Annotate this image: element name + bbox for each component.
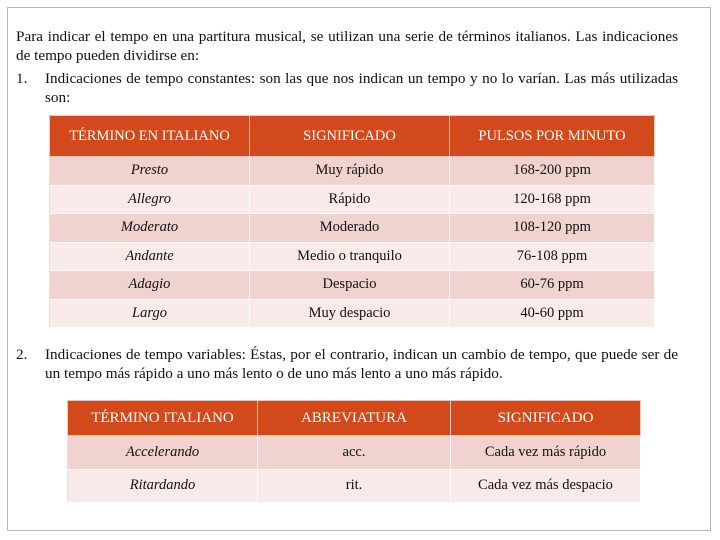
table-row [50, 157, 655, 186]
variable-tempo-table [67, 400, 641, 503]
table-row [50, 214, 655, 243]
term-cell: Andante [50, 242, 250, 271]
list-text: Indicaciones de tempo variables: Éstas, por el contrario, indican un cambio de tempo, que puede ser de un tempo más rápido a uno más lento o de uno más lento a uno más rápido. [45, 346, 678, 382]
meaning-cell: Muy rápido [250, 157, 450, 186]
table-row [68, 469, 641, 503]
header-meaning: SIGNIFICADO [451, 401, 641, 436]
term-cell: Ritardando [68, 469, 258, 503]
bpm-cell: 108-120 ppm [450, 214, 655, 243]
constant-tempo-table [49, 115, 655, 328]
list-number: 2. [16, 346, 28, 363]
table-row [50, 271, 655, 300]
bpm-cell: 40-60 ppm [450, 299, 655, 328]
header-abbreviation: ABREVIATURA [258, 401, 451, 436]
list-text: Indicaciones de tempo constantes: son las que nos indican un tempo y no lo varían. Las más utilizadas son: [45, 70, 678, 106]
bpm-cell: 120-168 ppm [450, 185, 655, 214]
meaning-cell: Cada vez más rápido [451, 436, 641, 470]
term-cell: Adagio [50, 271, 250, 300]
header-meaning: SIGNIFICADO [250, 116, 450, 157]
header-italian-term: TÉRMINO EN ITALIANO [50, 116, 250, 157]
header-bpm: PULSOS POR MINUTO [450, 116, 655, 157]
bpm-cell: 168-200 ppm [450, 157, 655, 186]
meaning-cell: Moderado [250, 214, 450, 243]
meaning-cell: Cada vez más despacio [451, 469, 641, 503]
term-cell: Largo [50, 299, 250, 328]
meaning-cell: Muy despacio [250, 299, 450, 328]
term-cell: Presto [50, 157, 250, 186]
list-number: 1. [16, 70, 28, 87]
table-header-row [68, 401, 641, 436]
table-header-row [50, 116, 655, 157]
meaning-cell: Rápido [250, 185, 450, 214]
table-row [50, 299, 655, 328]
term-cell: Allegro [50, 185, 250, 214]
term-cell: Accelerando [68, 436, 258, 470]
list-item-variable [16, 345, 678, 405]
table-row [50, 242, 655, 271]
bpm-cell: 76-108 ppm [450, 242, 655, 271]
meaning-cell: Despacio [250, 271, 450, 300]
abbreviation-cell: acc. [258, 436, 451, 470]
abbreviation-cell: rit. [258, 469, 451, 503]
list-item-constant [16, 69, 678, 109]
header-italian-term: TÉRMINO ITALIANO [68, 401, 258, 436]
meaning-cell: Medio o tranquilo [250, 242, 450, 271]
intro-paragraph: Para indicar el tempo en una partitura musical, se utilizan una serie de términos italianos. Las indicaciones de tempo pueden dividirse en: [16, 28, 678, 64]
table-row [50, 185, 655, 214]
bpm-cell: 60-76 ppm [450, 271, 655, 300]
term-cell: Moderato [50, 214, 250, 243]
table-row [68, 436, 641, 470]
